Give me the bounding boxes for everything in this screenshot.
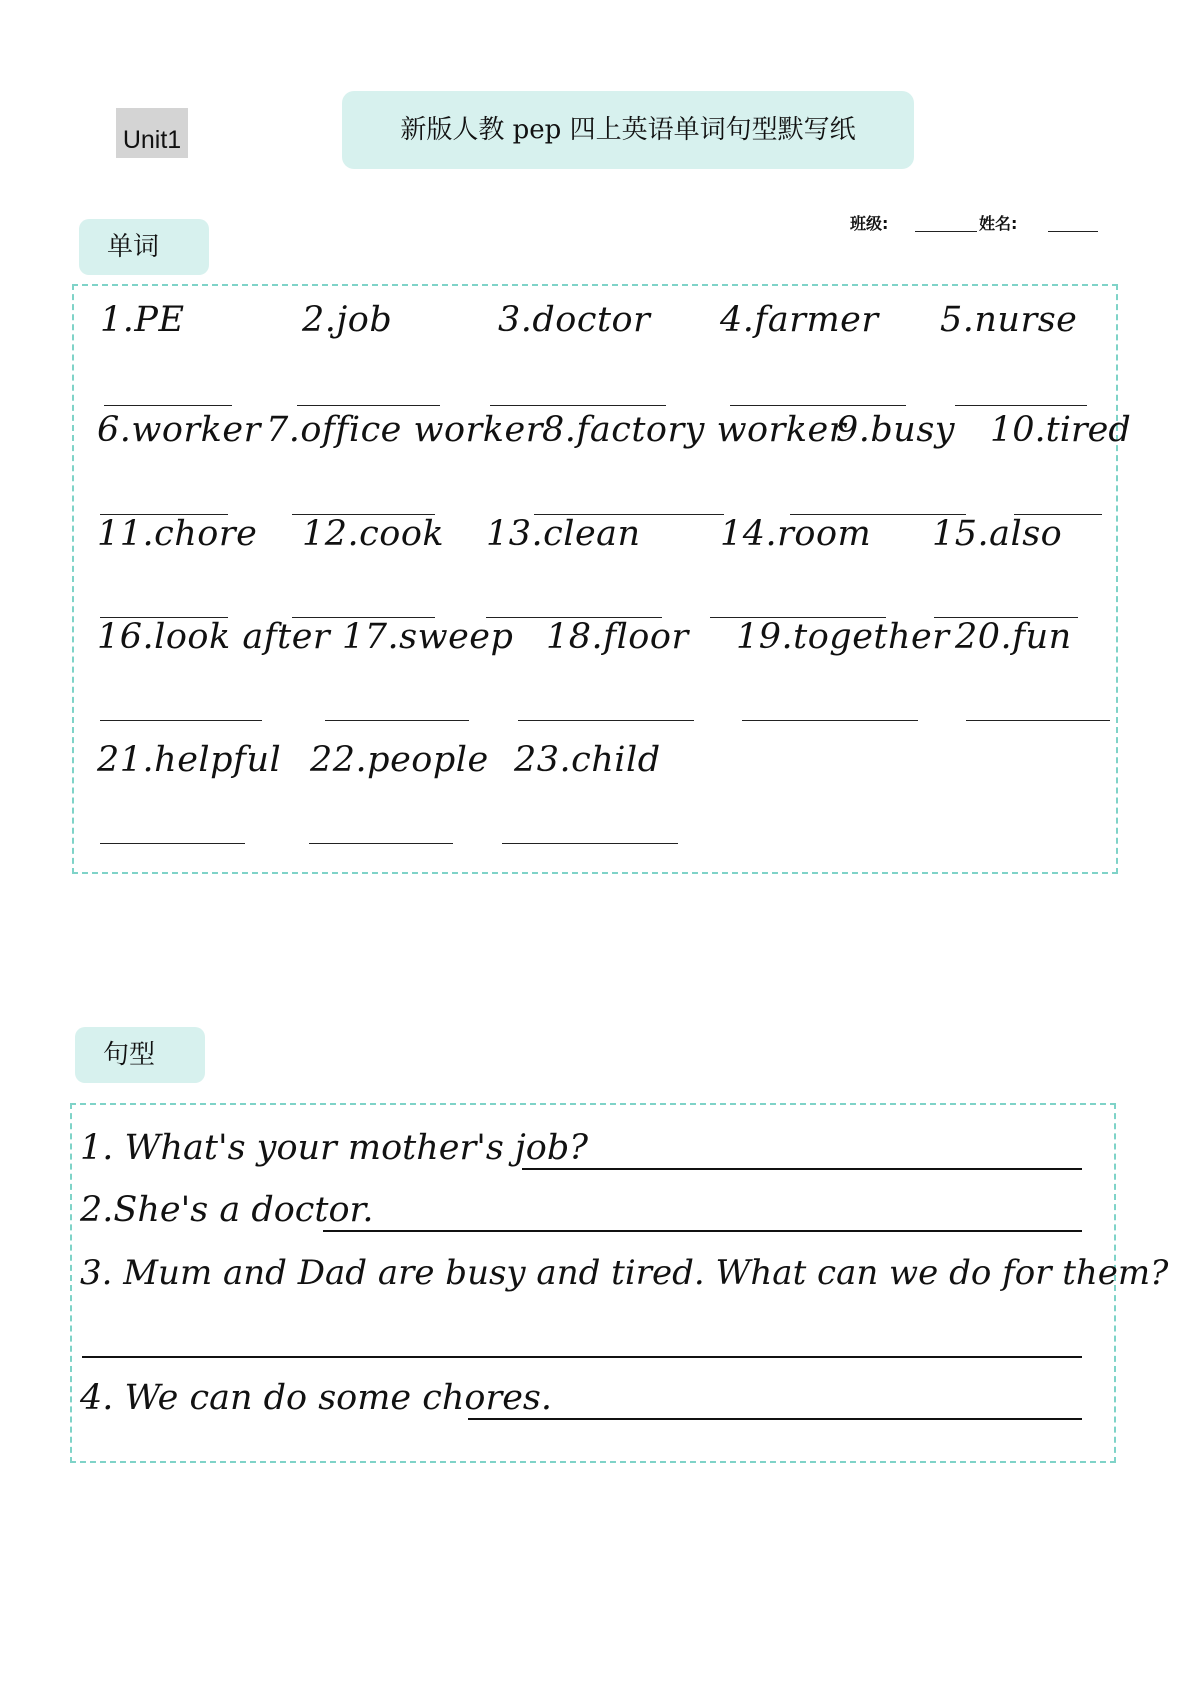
- word-item: 22.people: [310, 740, 489, 780]
- sentence-item: 4. We can do some chores.: [80, 1378, 553, 1418]
- answer-line[interactable]: [325, 720, 469, 721]
- word-item: 21.helpful: [97, 740, 282, 780]
- unit-label: Unit1: [116, 108, 188, 158]
- answer-line[interactable]: [309, 843, 453, 844]
- sentence-item: 1. What's your mother's job?: [80, 1128, 589, 1168]
- answer-line[interactable]: [502, 843, 678, 844]
- word-item: 7.office worker: [266, 410, 543, 450]
- word-item: 18.floor: [546, 617, 689, 657]
- class-label: 班级:: [850, 214, 889, 233]
- word-item: 14.room: [720, 514, 872, 554]
- answer-line[interactable]: [490, 405, 666, 406]
- word-item: 2.job: [302, 300, 393, 340]
- sentences-section-label: 句型: [75, 1027, 205, 1083]
- answer-line[interactable]: [522, 1168, 1082, 1170]
- word-item: 3.doctor: [498, 300, 651, 340]
- answer-line[interactable]: [730, 405, 906, 406]
- words-section-label: 单词: [79, 219, 209, 275]
- answer-line[interactable]: [100, 720, 262, 721]
- answer-line[interactable]: [742, 720, 918, 721]
- name-label: 姓名:: [979, 214, 1018, 233]
- answer-line[interactable]: [518, 720, 694, 721]
- answer-line[interactable]: [955, 405, 1087, 406]
- sentence-item: 3. Mum and Dad are busy and tired. What can we do for them?: [80, 1253, 1169, 1293]
- answer-line[interactable]: [297, 405, 440, 406]
- answer-line[interactable]: [966, 720, 1110, 721]
- word-item: 11.chore: [97, 514, 258, 554]
- word-item: 9.busy: [836, 410, 956, 450]
- word-item: 15.also: [932, 514, 1063, 554]
- answer-line[interactable]: [323, 1230, 1082, 1232]
- word-item: 17.sweep: [342, 617, 514, 657]
- word-item: 12.cook: [302, 514, 445, 554]
- word-item: 4.farmer: [720, 300, 879, 340]
- answer-line[interactable]: [100, 843, 245, 844]
- answer-line[interactable]: [104, 405, 232, 406]
- word-item: 23.child: [514, 740, 661, 780]
- word-item: 1.PE: [100, 300, 185, 340]
- words-box: [72, 284, 1118, 874]
- page-title: 新版人教 pep 四上英语单词句型默写纸: [342, 91, 914, 169]
- word-item: 10.tired: [990, 410, 1131, 450]
- answer-line[interactable]: [468, 1418, 1082, 1420]
- word-item: 13.clean: [486, 514, 641, 554]
- word-item: 19.together: [736, 617, 950, 657]
- word-item: 20.fun: [955, 617, 1072, 657]
- answer-line[interactable]: [82, 1356, 1082, 1358]
- word-item: 6.worker: [97, 410, 261, 450]
- sentence-item: 2.She's a doctor.: [80, 1190, 374, 1230]
- class-blank[interactable]: [915, 231, 977, 232]
- word-item: 5.nurse: [940, 300, 1078, 340]
- name-blank[interactable]: [1048, 231, 1098, 232]
- word-item: 8.factory worker: [542, 410, 846, 450]
- word-item: 16.look after: [97, 617, 331, 657]
